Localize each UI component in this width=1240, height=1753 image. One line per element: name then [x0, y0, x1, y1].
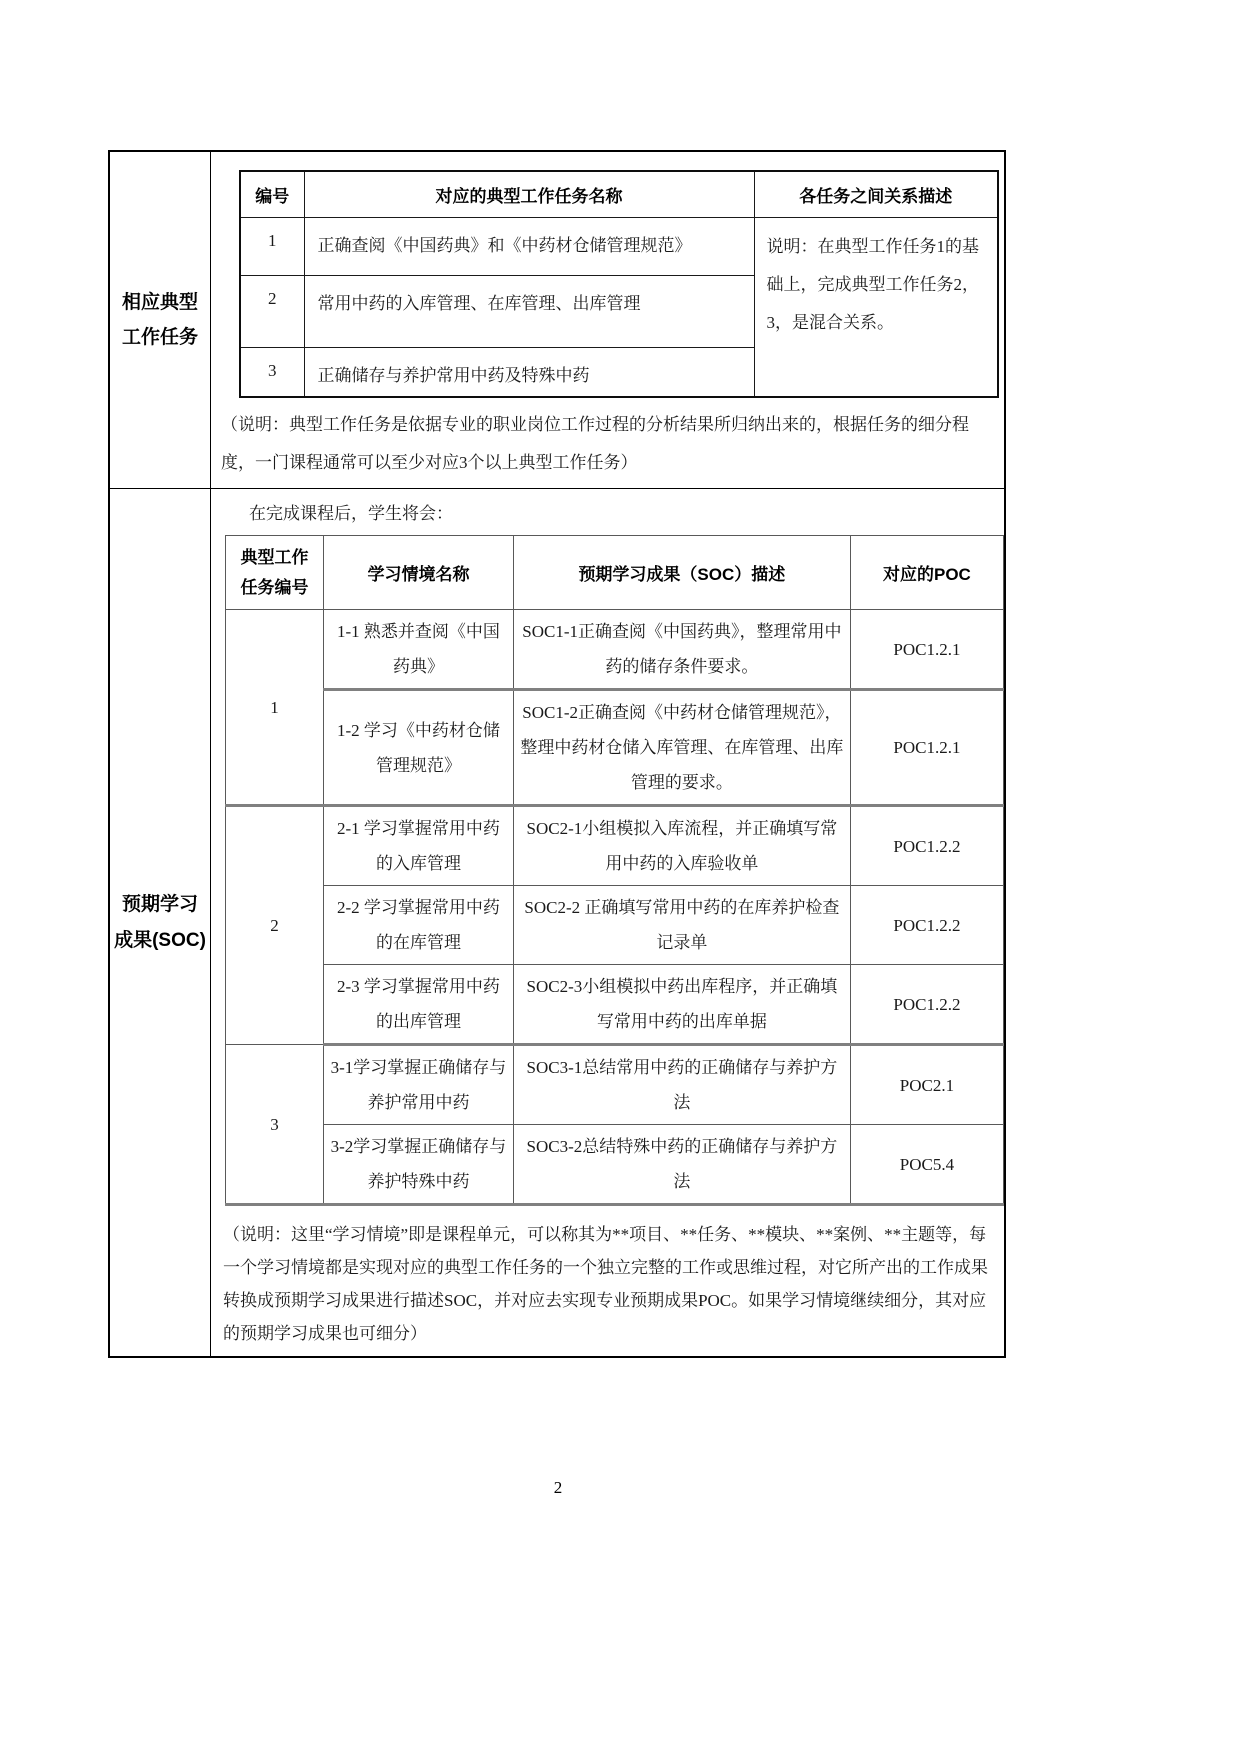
soc-description: SOC3-1总结常用中药的正确储存与养护方法	[513, 1045, 850, 1125]
learning-outcomes-table	[225, 535, 1004, 1206]
poc-code: POC2.1	[850, 1045, 1003, 1125]
soc-description: SOC2-1小组模拟入库流程，并正确填写常用中药的入库验收单	[513, 806, 850, 886]
section1-content	[211, 152, 1004, 488]
typical-tasks-table	[239, 170, 999, 398]
situation-name: 1-2 学习《中药材仓储管理规范》	[324, 690, 514, 806]
soc-description: SOC1-1正确查阅《中国药典》，整理常用中药的储存条件要求。	[513, 610, 850, 690]
task-no: 2	[240, 275, 304, 347]
section2-note: （说明：这里“学习情境”即是课程单元，可以称其为**项目、**任务、**模块、**案例、**主题等，每一个学习情境都是实现对应的典型工作任务的一个独立完整的工作或思维过程，对它所产出的工作成果转换成预期学习成果进行描述SOC，并对应去实现专业预期成果POC。如果学习情境继续细分，其对应的预期学习成果也可细分）	[223, 1225, 988, 1343]
group-task-number: 1	[226, 610, 324, 806]
section-expected-outcomes	[110, 489, 1004, 1356]
section1-row-label	[110, 152, 211, 488]
section2-content	[211, 489, 1004, 1356]
header-situation: 学习情境名称	[324, 536, 514, 610]
table-row	[240, 217, 998, 275]
situation-name: 2-1 学习掌握常用中药的入库管理	[324, 806, 514, 886]
header-task-number	[226, 536, 324, 610]
table-row	[226, 610, 1004, 690]
poc-code: POC1.2.2	[850, 965, 1003, 1045]
poc-code: POC5.4	[850, 1125, 1003, 1205]
typical-tasks-header-row	[240, 171, 998, 217]
document-frame	[108, 150, 1006, 1358]
task-name: 正确查阅《中国药典》和《中药材仓储管理规范》	[304, 217, 754, 275]
task-name: 正确储存与养护常用中药及特殊中药	[304, 347, 754, 397]
section2-label-line1: 预期学习	[121, 894, 198, 916]
soc-description: SOC2-2 正确填写常用中药的在库养护检查记录单	[513, 886, 850, 965]
group-task-number: 2	[226, 806, 324, 1045]
table-row	[226, 1125, 1004, 1205]
header-task-relation: 各任务之间关系描述	[754, 171, 998, 217]
poc-code: POC1.2.2	[850, 886, 1003, 965]
header-poc: 对应的POC	[850, 536, 1003, 610]
soc-description: SOC1-2正确查阅《中药材仓储管理规范》，整理中药材仓储入库管理、在库管理、出库管理的要求。	[513, 690, 850, 806]
section-typical-tasks	[110, 152, 1004, 489]
task-name: 常用中药的入库管理、在库管理、出库管理	[304, 275, 754, 347]
situation-name: 1-1 熟悉并查阅《中国药典》	[324, 610, 514, 690]
table-row	[226, 806, 1004, 886]
situation-name: 3-1学习掌握正确储存与养护常用中药	[324, 1045, 514, 1125]
poc-code: POC1.2.1	[850, 690, 1003, 806]
poc-code: POC1.2.2	[850, 806, 1003, 886]
table-row	[226, 965, 1004, 1045]
situation-name: 2-2 学习掌握常用中药的在库管理	[324, 886, 514, 965]
task-relation-description: 说明：在典型工作任务1的基础上，完成典型工作任务2，3，是混合关系。	[754, 217, 998, 397]
soc-description: SOC3-2总结特殊中药的正确储存与养护方法	[513, 1125, 850, 1205]
situation-name: 3-2学习掌握正确储存与养护特殊中药	[324, 1125, 514, 1205]
section2-intro: 在完成课程后，学生将会：	[249, 504, 453, 523]
table-row	[226, 1045, 1004, 1125]
page-number: 2	[553, 1478, 563, 1497]
soc-description: SOC2-3小组模拟中药出库程序，并正确填写常用中药的出库单据	[513, 965, 850, 1045]
task-no: 3	[240, 347, 304, 397]
header-task-no: 编号	[240, 171, 304, 217]
outcomes-header-row	[226, 536, 1004, 610]
section2-label-line2: 成果(SOC)	[114, 929, 206, 951]
header-task-name: 对应的典型工作任务名称	[304, 171, 754, 217]
table-row	[226, 886, 1004, 965]
section1-label-line2: 工作任务	[121, 327, 198, 348]
task-no: 1	[240, 217, 304, 275]
section2-row-label	[110, 489, 211, 1356]
header-task-number-text: 典型工作任务编号	[240, 547, 309, 597]
section1-note: （说明：典型工作任务是依据专业的职业岗位工作过程的分析结果所归纳出来的，根据任务的细分程度，一门课程通常可以至少对应3个以上典型工作任务）	[221, 415, 969, 472]
header-soc: 预期学习成果（SOC）描述	[513, 536, 850, 610]
section1-label-line1: 相应典型	[121, 291, 198, 313]
situation-name: 2-3 学习掌握常用中药的出库管理	[324, 965, 514, 1045]
poc-code: POC1.2.1	[850, 610, 1003, 690]
group-task-number: 3	[226, 1045, 324, 1205]
table-row	[226, 690, 1004, 806]
